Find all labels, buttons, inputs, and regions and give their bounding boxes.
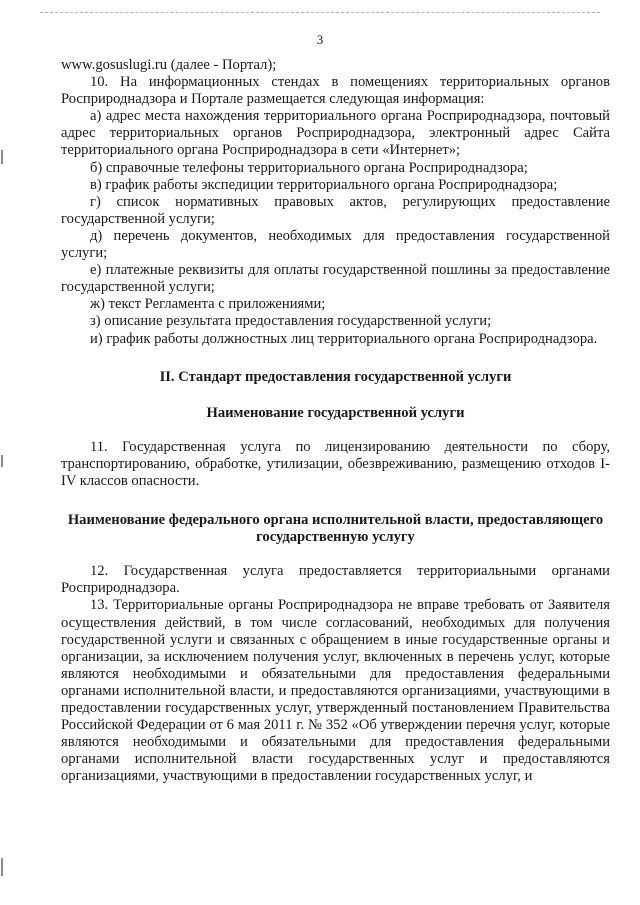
paragraph-13: 13. Территориальные органы Росприроднадзора не вправе требовать от Заявителя осуществления действий, в том числе согласований, необходимых для получения государственной услуги и связанных с обращением в иные государственные органы и организации, за исключением получения услуг, включенных в перечень услуг, которые являются необходимыми и обязательными для предоставления федеральными органами исполнительной власти, и предоставляются организациями, участвующими в предоставлении государственных услуг, утвержденный постановлением Правительства Российской Федерации от 6 мая 2011 г. № 352 «Об утверждении перечня услуг, которые являются необходимыми и обязательными для предоставления федеральными органами исполнительной власти государственных услуг и предоставляются организациями, участвующими в предоставлении государственных услуг, и <box>61 597 610 785</box>
list-item-b: б) справочные телефоны территориального органа Росприроднадзора; <box>90 159 528 176</box>
paragraph-10: 10. На информационных стендах в помещениях территориальных органов Росприроднадзора и Портале размещается следующая информация: <box>61 74 610 108</box>
list-item-d: д) перечень документов, необходимых для предоставления государственной услуги; <box>61 227 610 262</box>
list-item-g: г) список нормативных правовых актов, регулирующих предоставление государственной услуги; <box>61 193 610 227</box>
list-item-e: е) платежные реквизиты для оплаты государственной пошлины за предоставление государственной услуги; <box>61 262 610 296</box>
list-item-zh: ж) текст Регламента с приложениями; <box>90 296 326 313</box>
scan-margin-mark <box>1 150 3 164</box>
document-body <box>61 57 610 785</box>
list-item-v: в) график работы экспедиции территориального органа Росприроднадзора; <box>90 176 558 193</box>
scan-margin-mark <box>1 858 3 876</box>
paragraph-12: 12. Государственная услуга предоставляется территориальными органами Росприроднадзора. <box>61 563 610 597</box>
section-heading-standard: II. Стандарт предоставления государственной услуги <box>159 368 512 385</box>
list-item-i: и) график работы должностных лиц территориального органа Росприроднадзора. <box>90 330 598 347</box>
scan-margin-mark <box>1 455 3 467</box>
subheading-service-name: Наименование государственной услуги <box>206 404 465 421</box>
list-item-a: а) адрес места нахождения территориального органа Росприроднадзора, почтовый адрес территориальных органов Росприроднадзора, электронный адрес Сайта территориального органа Росприроднадзора в сети «Интернет»; <box>61 108 610 159</box>
subheading-federal-body: Наименование федерального органа исполнительной власти, предоставляющего государственную услугу <box>67 512 604 546</box>
paragraph-11: 11. Государственная услуга по лицензированию деятельности по сбору, транспортированию, обработке, утилизации, обезвреживанию, размещению отходов I-IV классов опасности. <box>61 438 610 489</box>
scan-edge-line <box>40 12 600 13</box>
paragraph-portal-url: www.gosuslugi.ru (далее - Портал); <box>61 57 277 73</box>
list-item-z: з) описание результата предоставления государственной услуги; <box>90 313 492 330</box>
page-number: 3 <box>316 32 324 47</box>
